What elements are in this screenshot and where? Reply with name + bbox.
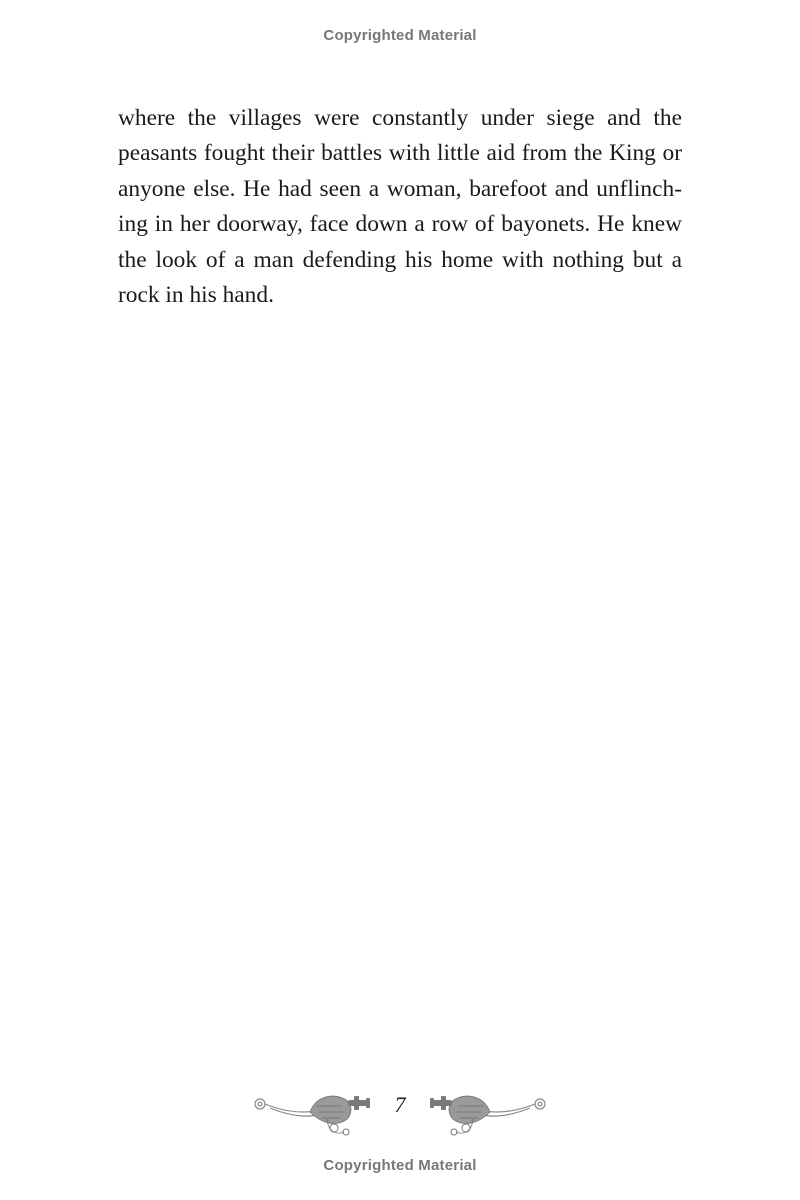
scroll-flourish-right-icon xyxy=(418,1088,550,1144)
copyright-watermark-top: Copyrighted Material xyxy=(323,27,477,44)
page-number: 7 xyxy=(394,1092,406,1117)
body-line: ing in her doorway, face down a row of bayonets. He knew xyxy=(118,211,682,238)
body-paragraph xyxy=(118,101,682,313)
body-line: the look of a man defending his home with nothing but a xyxy=(118,246,682,273)
body-line: rock in his hand. xyxy=(118,282,274,309)
footer-ornament xyxy=(250,1088,550,1148)
body-line: peasants fought their battles with little aid from the King or xyxy=(118,140,682,167)
scroll-flourish-left-icon xyxy=(250,1088,382,1144)
body-line: where the villages were constantly under siege and the xyxy=(118,105,682,131)
copyright-watermark-bottom: Copyrighted Material xyxy=(323,1157,477,1174)
body-line: anyone else. He had seen a woman, barefoot and unflinch- xyxy=(118,175,682,202)
